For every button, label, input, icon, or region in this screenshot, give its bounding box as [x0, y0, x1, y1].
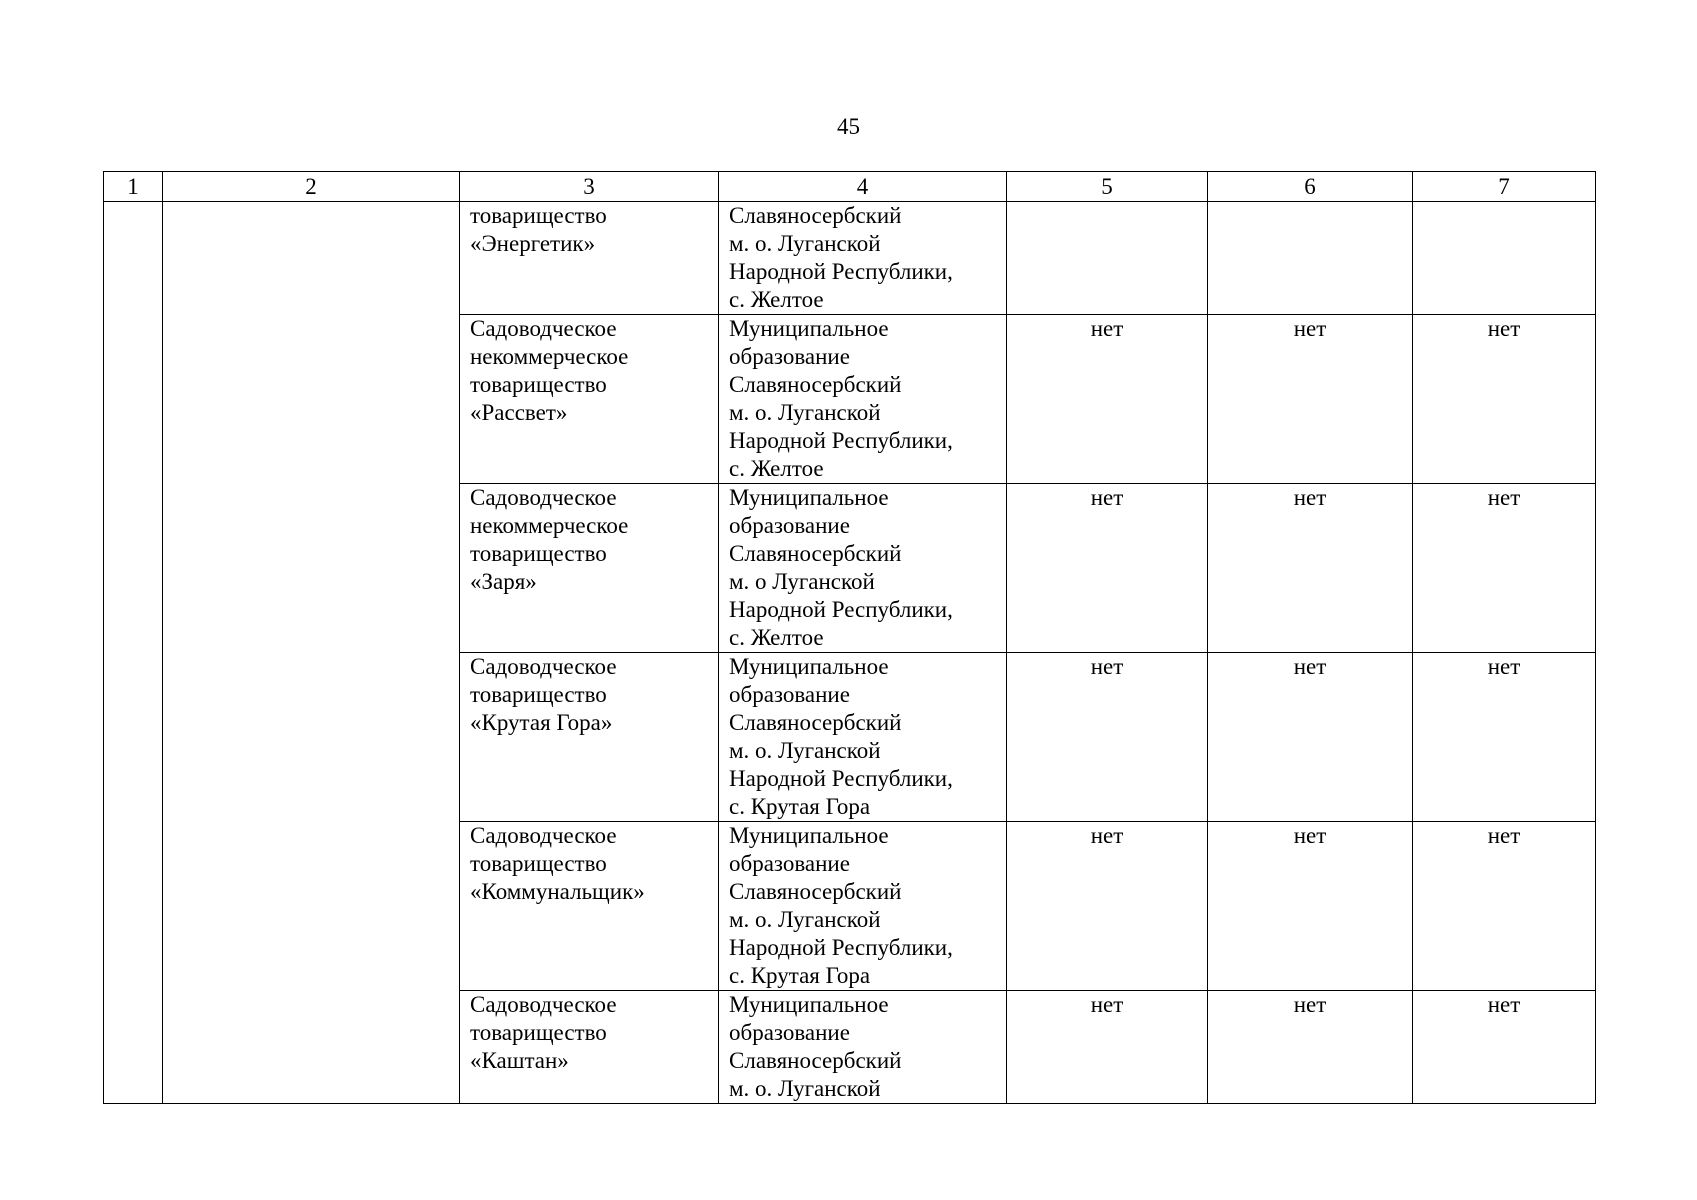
- location-line: м. о. Луганской: [729, 231, 881, 256]
- location-cell: [719, 202, 1007, 315]
- organization-name-cell: [460, 484, 719, 653]
- column-number-4: 4: [719, 172, 1007, 202]
- column-number-2: 2: [163, 172, 460, 202]
- organization-name-line: «Коммунальщик»: [470, 879, 645, 904]
- value-cell-col-7: [1413, 202, 1596, 315]
- value-cell-col-6: нет: [1208, 991, 1413, 1104]
- organization-name-line: некоммерческое: [470, 513, 629, 538]
- location-line: образование: [729, 1020, 850, 1045]
- organization-name-line: «Крутая Гора»: [470, 710, 613, 735]
- location-line: м. о. Луганской: [729, 738, 881, 763]
- column-number-row: [104, 172, 1596, 202]
- column-number-7: 7: [1413, 172, 1596, 202]
- location-line: м. о. Луганской: [729, 1076, 881, 1101]
- location-line: Муниципальное: [729, 823, 889, 848]
- location-line: образование: [729, 513, 850, 538]
- organization-name-cell: [460, 315, 719, 484]
- organization-name-line: Садоводческое: [470, 316, 617, 341]
- value-cell-col-5: нет: [1007, 991, 1208, 1104]
- organization-name-line: Садоводческое: [470, 485, 617, 510]
- value-cell-col-6: [1208, 202, 1413, 315]
- organization-name-line: товарищество: [470, 1020, 607, 1045]
- location-cell: [719, 484, 1007, 653]
- organization-name-line: Садоводческое: [470, 823, 617, 848]
- location-cell: [719, 991, 1007, 1104]
- location-line: Народной Республики,: [729, 766, 953, 791]
- organization-name-line: «Заря»: [470, 569, 537, 594]
- organization-name-line: товарищество: [470, 851, 607, 876]
- location-line: с. Крутая Гора: [729, 794, 871, 819]
- organization-name-line: товарищество: [470, 541, 607, 566]
- location-cell: [719, 653, 1007, 822]
- value-cell-col-5: нет: [1007, 822, 1208, 991]
- page-number: 45: [837, 114, 860, 139]
- column-number-6: 6: [1208, 172, 1413, 202]
- value-cell-col-7: нет: [1413, 315, 1596, 484]
- location-line: Славяносербский: [729, 203, 902, 228]
- location-line: Славяносербский: [729, 1048, 902, 1073]
- location-line: Муниципальное: [729, 485, 889, 510]
- column-number-5: 5: [1007, 172, 1208, 202]
- location-line: с. Желтое: [729, 625, 824, 650]
- location-line: Муниципальное: [729, 654, 889, 679]
- value-cell-col-6: нет: [1208, 315, 1413, 484]
- location-line: с. Желтое: [729, 456, 824, 481]
- organization-name-cell: [460, 822, 719, 991]
- table-row: [104, 202, 1596, 315]
- location-line: Народной Республики,: [729, 428, 953, 453]
- location-line: образование: [729, 682, 850, 707]
- value-cell-col-5: нет: [1007, 315, 1208, 484]
- location-line: Народной Республики,: [729, 597, 953, 622]
- location-line: Муниципальное: [729, 316, 889, 341]
- location-line: с. Желтое: [729, 287, 824, 312]
- organization-name-line: «Каштан»: [470, 1048, 569, 1073]
- value-cell-col-7: нет: [1413, 991, 1596, 1104]
- location-line: с. Крутая Гора: [729, 963, 871, 988]
- table-body: [104, 172, 1596, 1104]
- organization-name-line: некоммерческое: [470, 344, 629, 369]
- location-line: м. о Луганской: [729, 569, 875, 594]
- organization-name-cell: [460, 653, 719, 822]
- organization-name-cell: [460, 202, 719, 315]
- value-cell-col-6: нет: [1208, 653, 1413, 822]
- location-line: Славяносербский: [729, 372, 902, 397]
- location-cell: [719, 315, 1007, 484]
- value-cell-col-6: нет: [1208, 484, 1413, 653]
- location-line: Народной Республики,: [729, 259, 953, 284]
- organization-name-line: «Рассвет»: [470, 400, 568, 425]
- organization-name-line: Садоводческое: [470, 992, 617, 1017]
- organization-name-line: товарищество: [470, 372, 607, 397]
- value-cell-col-7: нет: [1413, 484, 1596, 653]
- location-line: м. о. Луганской: [729, 400, 881, 425]
- value-cell-col-5: [1007, 202, 1208, 315]
- column-number-1: 1: [104, 172, 163, 202]
- registry-table: [103, 171, 1596, 1104]
- location-line: Славяносербский: [729, 710, 902, 735]
- location-line: м. о. Луганской: [729, 907, 881, 932]
- number-cell: [104, 202, 163, 1104]
- organization-name-line: Садоводческое: [470, 654, 617, 679]
- organization-name-line: товарищество: [470, 203, 607, 228]
- location-line: Славяносербский: [729, 541, 902, 566]
- value-cell-col-6: нет: [1208, 822, 1413, 991]
- location-line: Народной Республики,: [729, 935, 953, 960]
- organization-name-cell: [460, 991, 719, 1104]
- value-cell-col-5: нет: [1007, 653, 1208, 822]
- location-line: образование: [729, 851, 850, 876]
- organization-name-line: «Энергетик»: [470, 231, 596, 256]
- column-number-3: 3: [460, 172, 719, 202]
- value-cell-col-5: нет: [1007, 484, 1208, 653]
- value-cell-col-7: нет: [1413, 653, 1596, 822]
- value-cell-col-7: нет: [1413, 822, 1596, 991]
- location-line: Муниципальное: [729, 992, 889, 1017]
- organization-name-line: товарищество: [470, 682, 607, 707]
- location-line: Славяносербский: [729, 879, 902, 904]
- district-cell: [163, 202, 460, 1104]
- location-cell: [719, 822, 1007, 991]
- location-line: образование: [729, 344, 850, 369]
